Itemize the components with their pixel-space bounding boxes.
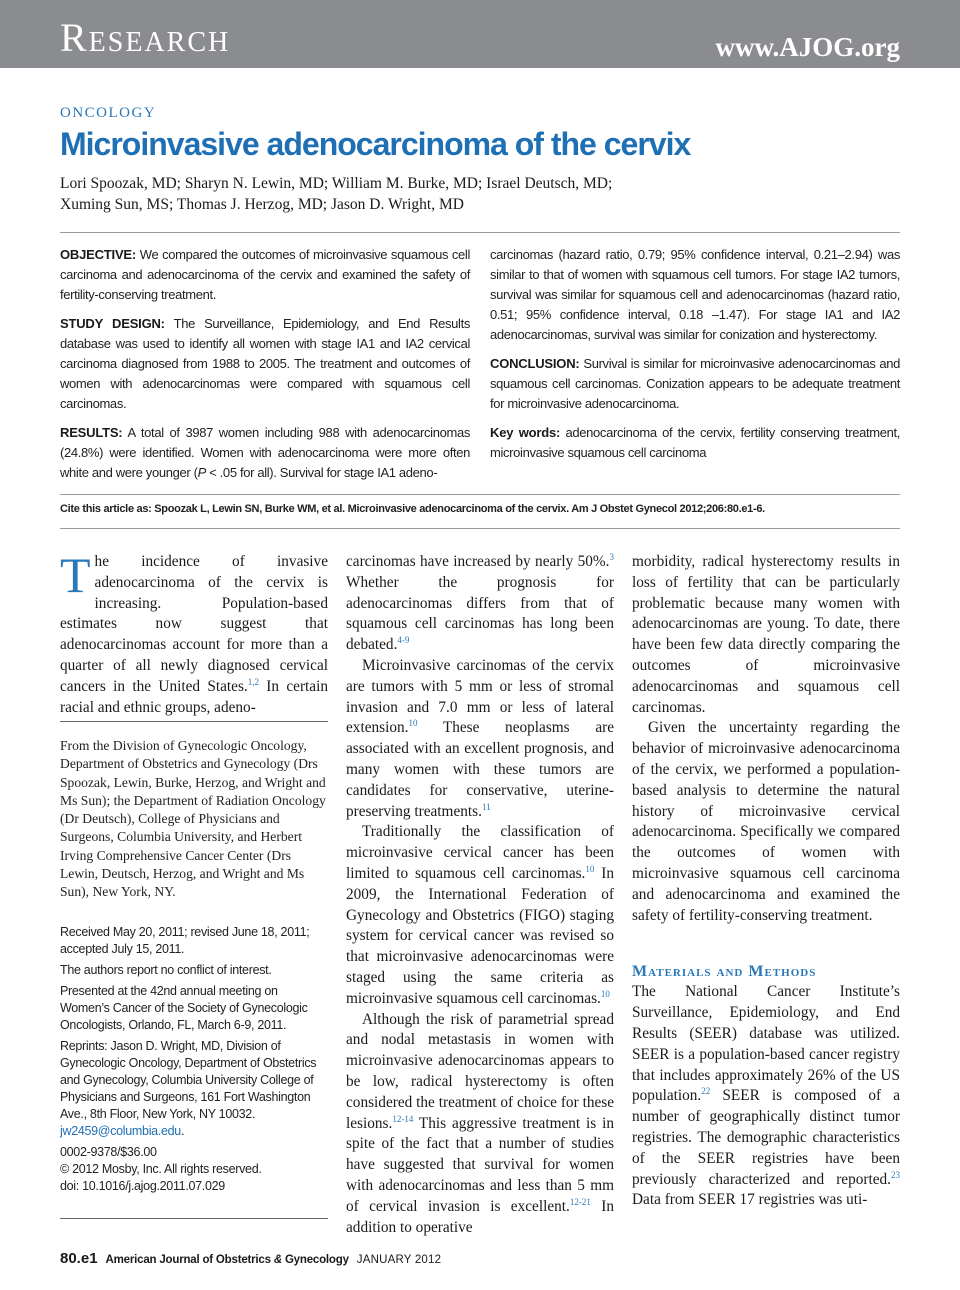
authors-line-2: Xuming Sun, MS; Thomas J. Herzog, MD; Jason D. Wright, MD (60, 196, 464, 213)
citation: Cite this article as: Spoozak L, Lewin SN, Burke WM, et al. Microinvasive adenocarcinoma of the cervix. Am J Obstet Gynecol 2012;206:80.e1-6. (60, 503, 765, 515)
article-category: oncology (60, 97, 157, 122)
article-title: Microinvasive adenocarcinoma of the cervix (60, 126, 691, 162)
intro-paragraph: The incidence of invasive adenocarcinoma of the cervix is increasing. Population-based estimates now suggest that adenocarcinomas account for more than a quarter of all newly diagnosed cervical cancers in the United States.$^{1,2}$ In certain racial and ethnic groups, adeno- (60, 547, 328, 716)
reference-link[interactable]: 1,2 (247, 676, 259, 687)
body-column-2 (346, 552, 614, 1238)
reference-link[interactable]: 22 (701, 1086, 711, 1097)
authors-line-1: Lori Spoozak, MD; Sharyn N. Lewin, MD; William M. Burke, MD; Israel Deutsch, MD; (60, 175, 613, 192)
conflict-statement: The authors report no conflict of interest. (60, 963, 272, 977)
page-footer (60, 1250, 441, 1267)
reprints-note: Reprints: Jason D. Wright, MD, Division of Gynecologic Oncology, Department of Obstetrics and Gynecology, Columbia University College of Physicians and Surgeons, 161 Fort Washington Ave., 8th Floor, New York, NY 10032. jw2459@columbia.edu. (60, 1039, 317, 1138)
abstract-results-continued: carcinomas (hazard ratio, 0.79; 95% confidence interval, 0.21–2.94) was similar to that of women with squamous cell tumors. For stage IA2 tumors, survival was similar for squamous cell and adenocarcinomas (hazard ratio, 0.51; 95% confidence interval, 0.18 –1.47). For stage IA1 and IA2 adenocarcinomas, survival was similar for conization and hysterectomy. (490, 247, 900, 342)
page-number: 80.e1 (60, 1250, 98, 1267)
notes-divider (60, 1218, 328, 1219)
abstract-keywords: Key words: adenocarcinoma of the cervix, fertility conserving treatment, microinvasive squamous cell carcinoma (490, 425, 900, 460)
email-link[interactable]: jw2459@columbia.edu (60, 1124, 181, 1138)
abstract-objective: OBJECTIVE: We compared the outcomes of microinvasive squamous cell carcinoma and adenocarcinoma of the cervix and examined the safety of fertility-conserving treatment. (60, 247, 470, 302)
abstract-conclusion: CONCLUSION: Survival is similar for microinvasive adenocarcinomas and squamous cell carcinomas. Conization appears to be adequate treatment for microinvasive adenocarcinoma. (490, 356, 900, 411)
intro-paragraph-continued: carcinomas have increased by nearly 50%.$^3$ Whether the prognosis for adenocarcinomas differs from that of squamous cell carcinomas has long been debated.$^{4-9}$ (346, 551, 614, 654)
article-notes (60, 924, 328, 1199)
body-paragraph-continued: morbidity, radical hysterectomy results in loss of fertility that can be particularly problematic because many women with adenocarcinomas are young. To date, there have been few data directly comparing the outcomes of microinvasive adenocarcinomas and squamous cell carcinomas. (632, 553, 900, 716)
abstract-column-left (60, 245, 470, 492)
reference-link[interactable]: 4-9 (397, 635, 410, 646)
section-heading-methods: Materials and Methods (632, 963, 817, 981)
reference-link[interactable]: 3 (609, 551, 614, 562)
section-label: Research (60, 15, 231, 60)
doi[interactable]: doi: 10.1016/j.ajog.2011.07.029 (60, 1179, 225, 1193)
author-list (60, 173, 680, 215)
abstract-column-right (490, 245, 900, 472)
received-dates: Received May 20, 2011; revised June 18, 2011; accepted July 15, 2011. (60, 925, 310, 956)
issue-date: JANUARY 2012 (356, 1254, 442, 1266)
affiliation-divider (60, 721, 328, 722)
body-column-1 (60, 547, 328, 718)
presentation-note: Presented at the 42nd annual meeting on Women’s Cancer of the Society of Gynecologic Oncologists, Orlando, FL, March 6-9, 2011. (60, 984, 308, 1032)
header-bar (0, 0, 960, 68)
reference-link[interactable]: 11 (481, 801, 491, 812)
abstract-study-design: STUDY DESIGN: The Surveillance, Epidemiology, and End Results database was used to identify all women with stage IA1 and IA2 cervical carcinoma diagnosed from 1988 to 2005. The treatment and outcomes of women with adenocarcinomas were compared with squamous cell carcinomas. (60, 316, 471, 411)
body-paragraph: Microinvasive carcinomas of the cervix are tumors with 5 mm or less of stromal invasion and 7.0 mm or less of lateral extension.$^{10}$ These neoplasms are associated with an excellent prognosis, and many women with these tumors are candidates for conservative, uterine-preserving treatments.$^{11}$ (346, 656, 614, 820)
citation-divider (60, 528, 900, 529)
abstract-results: RESULTS: A total of 3987 women including 988 with adenocarcinomas (24.8%) were identified. Women with adenocarcinoma were more often white and were younger (P < .05 for all). Survival for stage IA1 adeno- (60, 425, 470, 480)
reference-link[interactable]: 23 (891, 1169, 900, 1180)
reference-link[interactable]: 10 (408, 718, 418, 729)
body-column-3 (632, 552, 900, 1211)
journal-name: American Journal of Obstetrics & Gynecology (105, 1254, 349, 1266)
body-paragraph: Although the risk of parametrial spread and nodal metastasis in women with microinvasive adenocarcinomas appears to be low, radical hysterectomy is often considered the treatment of choice for these lesions.$^{12-14}$ This aggressive treatment is in spite of the fact that a number of studies have suggested that survival for women with adenocarcinomas and less than 5 mm of cervical invasion is excellent.$^{12-21}$ In addition to operative (346, 1010, 614, 1236)
copyright-block: 0002-9378/$36.00 © 2012 Mosby, Inc. All rights reserved. doi: 10.1016/j.ajog.2011.07.029 (60, 1145, 262, 1193)
reference-link[interactable]: 10 (600, 988, 610, 999)
site-url[interactable]: www.AJOG.org (715, 32, 900, 62)
drop-cap: T (60, 547, 91, 603)
abstract-box (60, 232, 900, 495)
author-affiliation: From the Division of Gynecologic Oncology, Department of Obstetrics and Gynecology (Drs Spoozak, Lewin, Burke, Herzog, and Wright and Ms Sun); the Department of Radiation Oncology (Dr Deutsch), College of Physicians and Surgeons, Columbia University, and Herbert Irving Comprehensive Cancer Center (Drs Lewin, Deutsch, Herzog, and Wright and Ms Sun), New York, NY. (60, 738, 326, 900)
reference-link[interactable]: 12-14 (392, 1113, 414, 1124)
reference-link[interactable]: 12-21 (569, 1196, 591, 1207)
methods-paragraph: The National Cancer Institute’s Surveillance, Epidemiology, and End Results (SEER) database was utilized. SEER is a population-based cancer registry that includes approximately 26% of the US population.$^{22}$ SEER is composed of a number of geographically distinct tumor registries. The demographic characteristics of the SEER registries have been previously characterized and reported.$^{23}$ Data from SEER 17 registries was uti- (632, 983, 900, 1209)
body-paragraph: Traditionally the classification of microinvasive cervical cancer has been limited to squamous cell carcinomas.$^{10}$ In 2009, the International Federation of Gynecology and Obstetrics (FIGO) staging system for cervical cancer was revised so that microinvasive adenocarcinomas were staged using the same criteria as microinvasive squamous cell carcinomas.$^{10}$ (346, 823, 614, 1007)
body-paragraph: Given the uncertainty regarding the behavior of microinvasive adenocarcinoma of the cervix, we performed a population-based analysis to determine the natural history of microinvasive cervical adenocarcinoma. Specifically we compared the outcomes of women with microinvasive squamous cell carcinoma and adenocarcinoma and examined the safety of fertility-conserving treatment. (632, 719, 900, 924)
reference-link[interactable]: 10 (585, 863, 595, 874)
